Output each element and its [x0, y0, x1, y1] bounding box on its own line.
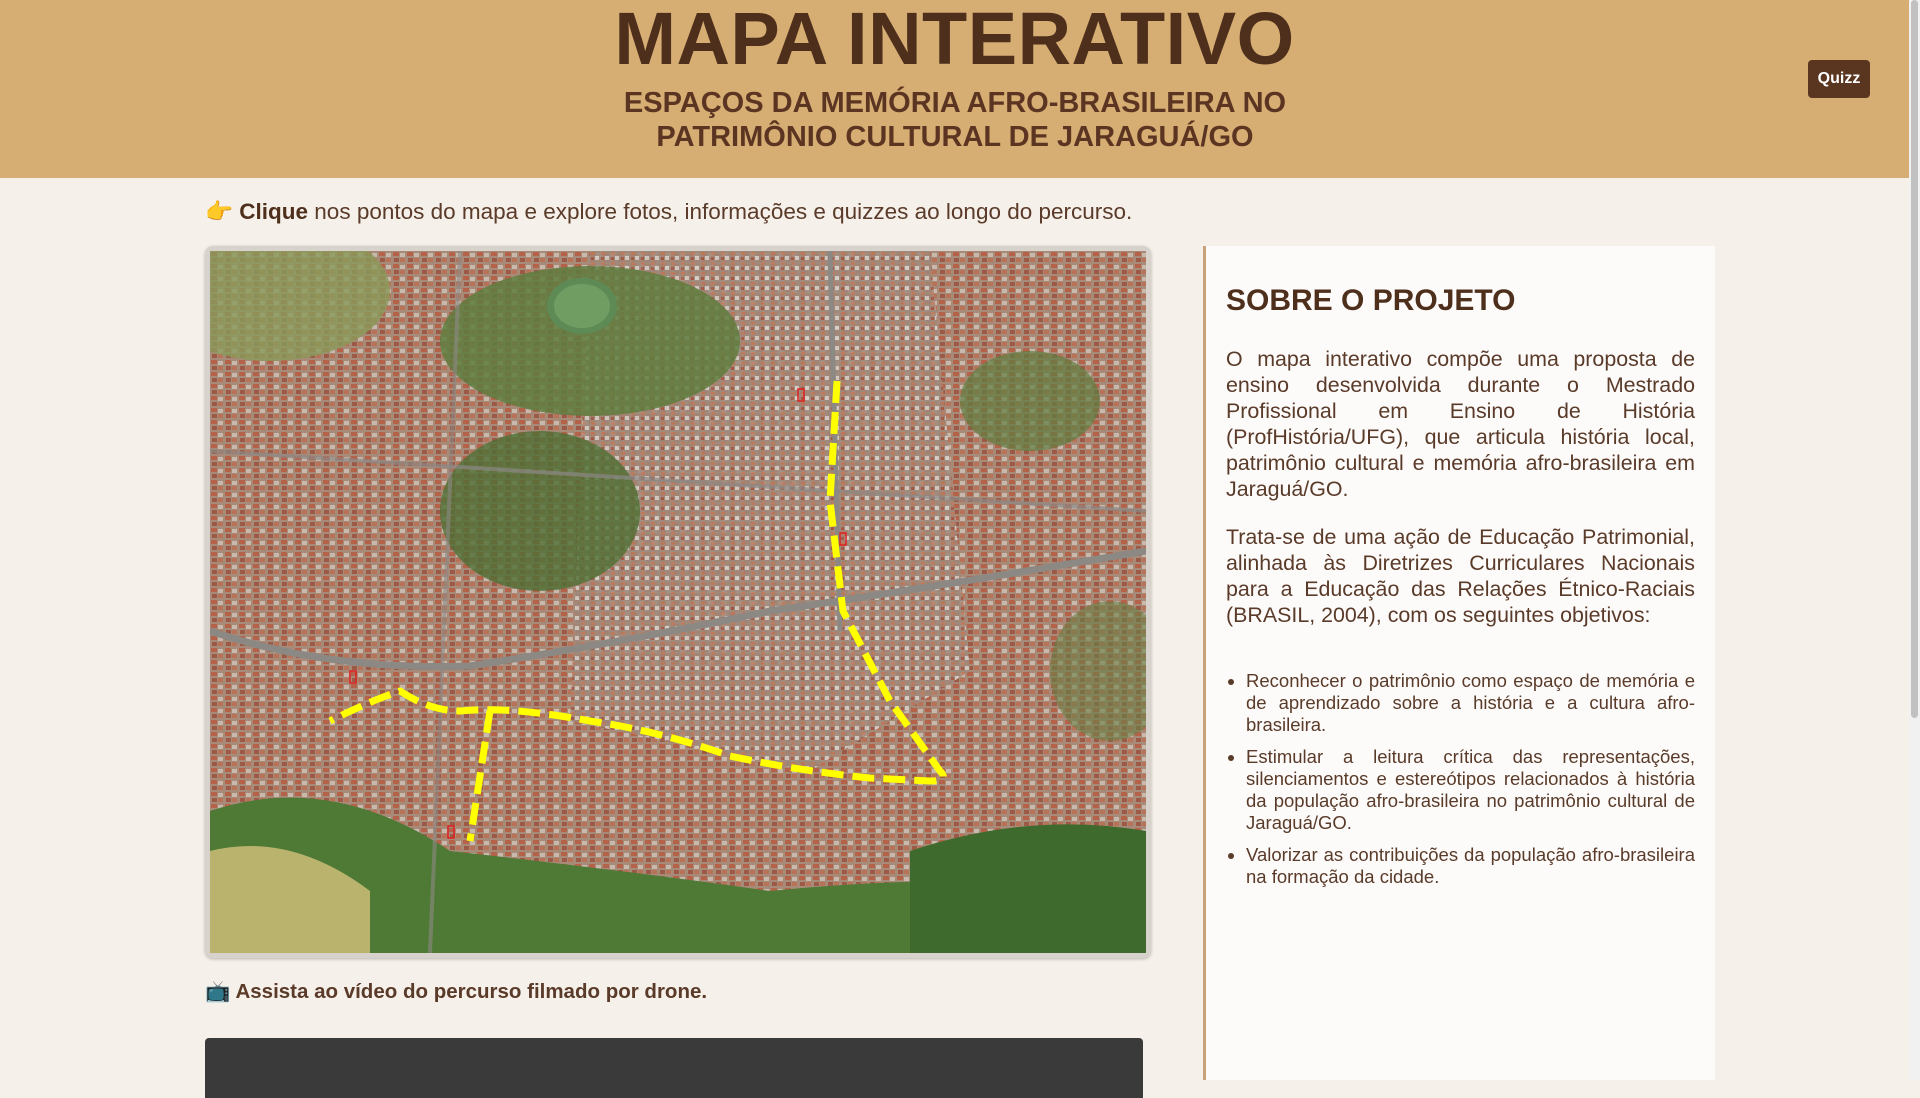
video-caption: [205, 980, 707, 1004]
about-title: SOBRE O PROJETO: [1226, 284, 1516, 317]
scrollbar-thumb[interactable]: [1911, 0, 1918, 718]
pointing-hand-icon: 👉: [205, 199, 234, 224]
objective-item: • Valorizar as contribuições da população afro-brasileira na formação da cidade.: [1246, 844, 1695, 888]
quiz-button[interactable]: Quizz: [1808, 60, 1870, 98]
video-caption-text: Assista ao vídeo do percurso filmado por drone.: [235, 980, 708, 1003]
intro-rest: nos pontos do mapa e explore fotos, informações e quizzes ao longo do percurso.: [308, 199, 1133, 224]
page-scrollbar[interactable]: [1909, 0, 1920, 1080]
about-panel: [1203, 246, 1715, 1080]
objective-item: • Reconhecer o patrimônio como espaço de memória e de aprendizado sobre a história e a cultura afro-brasileira.: [1246, 670, 1695, 736]
aerial-map-image: [210, 251, 1146, 953]
objectives-list: [1226, 670, 1695, 888]
page-subtitle: ESPAÇOS DA MEMÓRIA AFRO-BRASILEIRA NO PATRIMÔNIO CULTURAL DE JARAGUÁ/GO: [623, 87, 1287, 153]
intro-text: [205, 196, 1132, 228]
about-paragraph: O mapa interativo compõe uma proposta de ensino desenvolvida durante o Mestrado Profissional em Ensino de História (ProfHistória/UFG), que articula história local, patrimônio cultural e memória afro-brasileira em Jaraguá/GO.: [1226, 347, 1695, 501]
page-title: MAPA INTERATIVO: [614, 0, 1295, 80]
interactive-map[interactable]: [205, 246, 1151, 958]
page-header: [0, 0, 1909, 178]
objective-item: • Estimular a leitura crítica das representações, silenciamentos e estereótipos relacionados à história da população afro-brasileira no patrimônio cultural de Jaraguá/GO.: [1246, 746, 1695, 834]
about-paragraph: Trata-se de uma ação de Educação Patrimonial, alinhada às Diretrizes Curriculares Nacionais para a Educação das Relações Étnico-Raciais (BRASIL, 2004), com os seguintes objetivos:: [1226, 525, 1695, 627]
tv-icon: 📺: [205, 980, 231, 1003]
drone-video-player[interactable]: [205, 1038, 1143, 1098]
intro-bold: Clique: [239, 199, 309, 224]
